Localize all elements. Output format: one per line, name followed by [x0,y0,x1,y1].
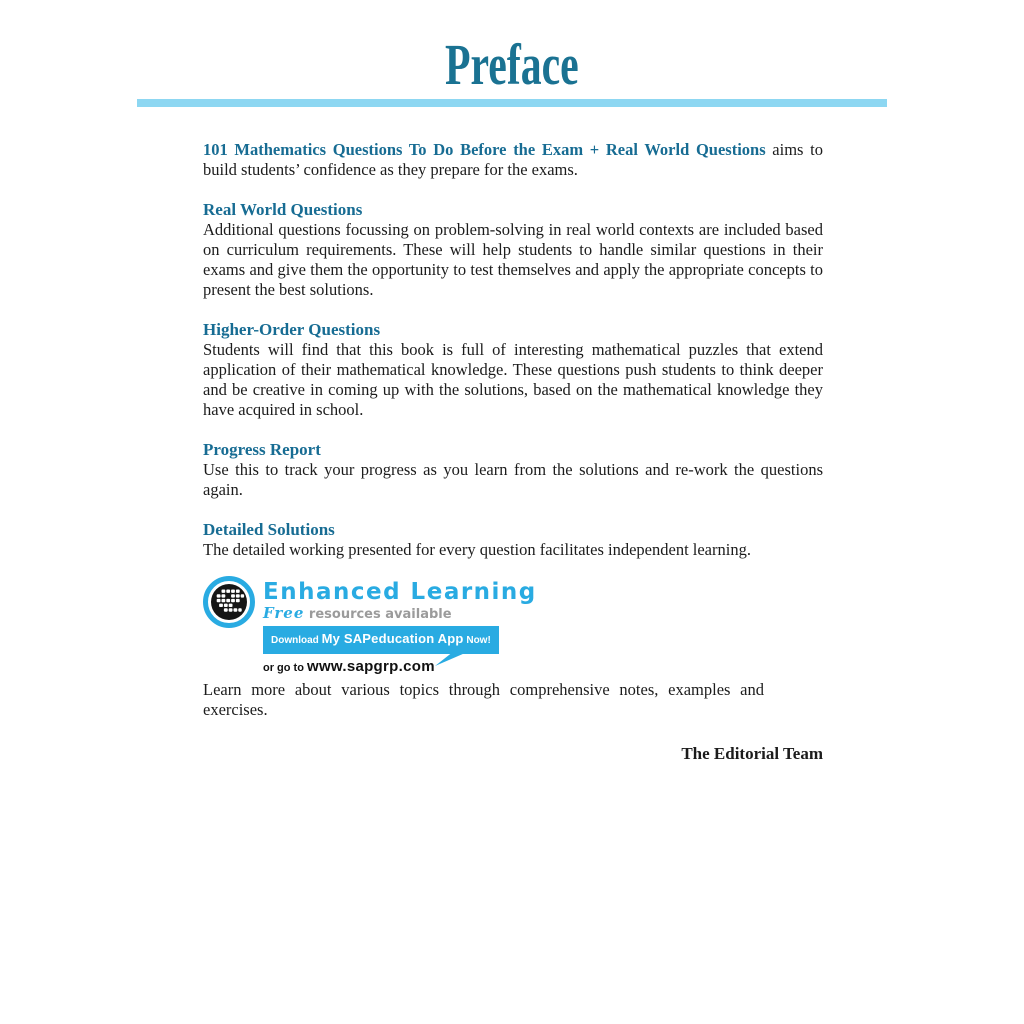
editorial-team-signature: The Editorial Team [681,744,823,763]
section-heading-progress-report: Progress Report [203,440,321,459]
intro-paragraph [203,140,823,180]
enhanced-learning-block [203,576,823,678]
free-word: Free [263,604,305,622]
banner-suffix-text: Now! [463,635,491,646]
enhanced-learning-text [263,576,537,678]
section-body-higher-order-questions: Students will find that this book is full of interesting mathematical puzzles that extend application of their mathematical knowledge. These questions push students to think deeper and be creative in coming up with the solutions, based on the mathematical knowledge they have acquired in school. [203,340,823,419]
website-line [263,656,537,678]
preface-content [203,140,823,764]
website-url-text: www.sapgrp.com [307,658,435,675]
app-banner-row [263,626,537,678]
go-to-prefix-text: or go to [263,662,307,674]
section-body-real-world-questions: Additional questions focussing on problem-solving in real world contexts are included based on curriculum requirements. These will help students to handle similar questions in their exams and give them the opportunity to test themselves and apply the appropriate concepts to present the best solutions. [203,220,823,299]
section-body-progress-report: Use this to track your progress as you learn from the solutions and re-work the questions again. [203,460,823,499]
free-rest-text: resources available [304,607,452,622]
section-heading-detailed-solutions: Detailed Solutions [203,520,335,539]
intro-rest-text: aims to build students’ confidence as they prepare for the exams. [203,140,823,179]
learn-more-paragraph: Learn more about various topics through comprehensive notes, examples and exercises. [203,680,764,719]
abacus-circle-icon [203,576,255,628]
page-title [0,32,1024,97]
section-body-detailed-solutions: The detailed working presented for every question facilitates independent learning. [203,540,751,559]
enhanced-learning-title: Enhanced Learning [263,579,537,605]
book-title-text: 101 Mathematics Questions To Do Before the Exam + Real World Questions [203,140,766,159]
section-heading-higher-order-questions: Higher-Order Questions [203,320,381,339]
section-heading-real-world-questions: Real World Questions [203,200,363,219]
banner-app-name-text: My SAPeducation App [321,631,464,646]
title-divider-rule [137,99,887,107]
banner-prefix-text: Download [271,635,322,646]
free-resources-line [263,605,537,623]
page-title-text: Preface [445,32,579,97]
